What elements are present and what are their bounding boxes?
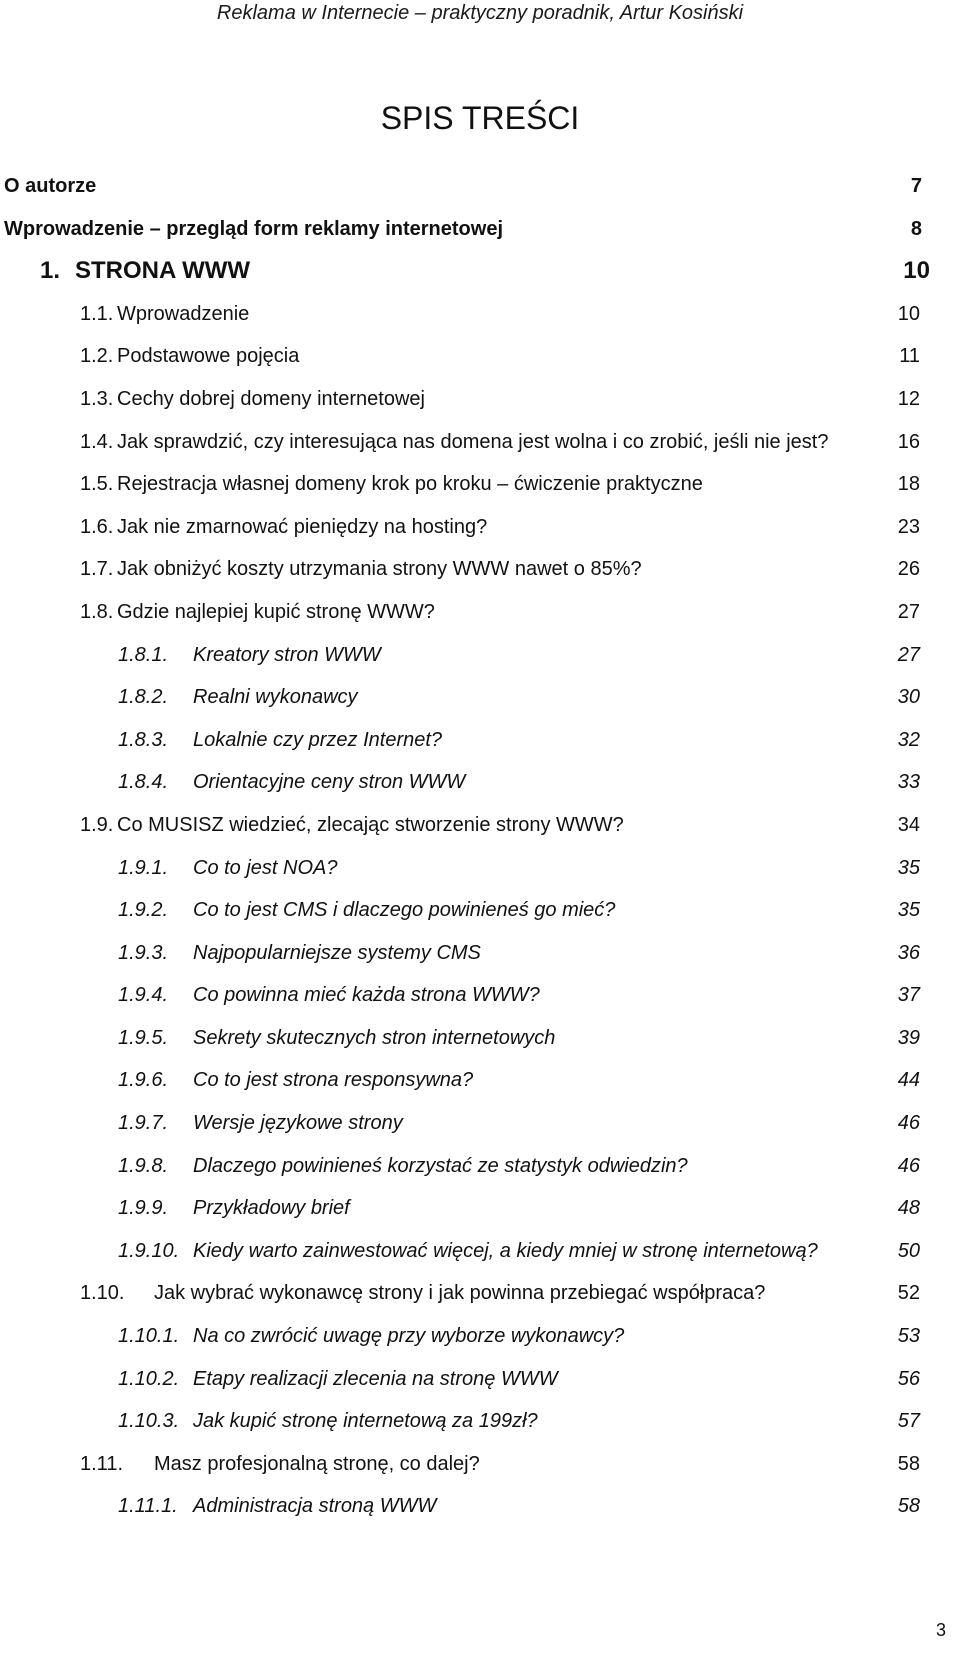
toc-entry[interactable] (0, 810, 960, 853)
toc-entry-number: 1.11. (80, 1452, 123, 1475)
toc-entry-number: 1.10.2. (118, 1367, 180, 1390)
toc-entry-number: 1.9.5. (118, 1026, 169, 1049)
toc-entry[interactable] (0, 512, 960, 555)
toc-entry-title: Kreatory stron WWW (193, 643, 381, 666)
toc-entry[interactable] (0, 895, 960, 938)
toc-entry-title: Lokalnie czy przez Internet? (193, 728, 443, 751)
toc-entry-number: 1.3. (80, 387, 114, 410)
toc-entry-page: 48 (897, 1197, 920, 1220)
toc-entry-title: Etapy realizacji zlecenia na stronę WWW (193, 1367, 558, 1390)
toc-entry-title: Wprowadzenie (117, 302, 250, 325)
toc-entry-page: 53 (897, 1325, 920, 1348)
toc-entry-page: 23 (897, 515, 920, 538)
toc-entry-page: 52 (897, 1282, 920, 1305)
toc-entry-page: 37 (897, 984, 920, 1007)
toc-entry-title: Co powinna mieć każda strona WWW? (193, 984, 540, 1007)
toc-entry[interactable] (0, 256, 960, 299)
toc-entry-number: 1.9.10. (118, 1239, 180, 1262)
toc-entry-page: 30 (897, 686, 920, 709)
toc-entry[interactable] (0, 1065, 960, 1108)
toc-entry-page: 50 (897, 1239, 920, 1262)
toc-entry-number: 1.11.1. (118, 1495, 178, 1518)
toc-entry-page: 10 (897, 302, 920, 325)
page-title: SPIS TREŚCI (380, 100, 580, 136)
toc-entry-title: Podstawowe pojęcia (117, 345, 300, 368)
toc-entry-title: Realni wykonawcy (193, 686, 358, 709)
toc-entry-number: 1.8. (80, 600, 114, 623)
toc-entry[interactable] (0, 640, 960, 683)
toc-entry-title: Co to jest NOA? (193, 856, 338, 879)
toc-entry[interactable] (0, 938, 960, 981)
toc-entry-title: Co MUSISZ wiedzieć, zlecając stworzenie strony WWW? (117, 813, 624, 836)
toc-entry[interactable] (0, 597, 960, 640)
toc-entry-page: 56 (897, 1367, 920, 1390)
toc-entry-page: 58 (897, 1495, 920, 1518)
toc-entry-title: Dlaczego powinieneś korzystać ze statystyk odwiedzin? (193, 1154, 688, 1177)
toc-entry-title: Jak wybrać wykonawcę strony i jak powinna przebiegać współpraca? (154, 1282, 766, 1305)
toc-entry-title: Jak kupić stronę internetową za 199zł? (193, 1410, 538, 1433)
toc-entry-title: Co to jest CMS i dlaczego powinieneś go mieć? (193, 899, 616, 922)
toc-entry-page: 10 (903, 257, 930, 285)
toc-entry-page: 7 (910, 175, 922, 197)
toc-entry-page: 11 (899, 345, 920, 368)
toc-entry-page: 46 (897, 1154, 920, 1177)
toc-entry-page: 39 (897, 1026, 920, 1049)
toc-entry[interactable] (0, 171, 960, 214)
toc-entry-page: 44 (897, 1069, 920, 1092)
toc-entry[interactable] (0, 1108, 960, 1151)
toc-entry-page: 16 (897, 430, 920, 453)
toc-entry-page: 35 (897, 856, 920, 879)
toc-entry-title: Co to jest strona responsywna? (193, 1069, 474, 1092)
toc-entry-number: 1. (40, 257, 61, 285)
toc-entry-number: 1.9.7. (118, 1112, 169, 1135)
toc-entry[interactable] (0, 1491, 960, 1534)
toc-entry-title: Najpopularniejsze systemy CMS (193, 941, 481, 964)
toc-entry-page: 33 (897, 771, 920, 794)
toc-entry-number: 1.8.1. (118, 643, 169, 666)
toc-entry-page: 18 (897, 473, 920, 496)
table-of-contents (0, 171, 960, 1534)
toc-entry[interactable] (0, 1321, 960, 1364)
toc-entry-number: 1.8.4. (118, 771, 169, 794)
toc-entry-page: 27 (897, 643, 920, 666)
toc-entry[interactable] (0, 299, 960, 342)
toc-entry-title: Przykładowy brief (193, 1197, 350, 1220)
toc-entry-page: 12 (897, 387, 920, 410)
toc-entry[interactable] (0, 341, 960, 384)
toc-entry-number: 1.10.3. (118, 1410, 180, 1433)
toc-entry[interactable] (0, 1151, 960, 1194)
toc-entry-number: 1.7. (80, 558, 114, 581)
toc-entry[interactable] (0, 1364, 960, 1407)
toc-entry-number: 1.4. (80, 430, 114, 453)
toc-entry-number: 1.10.1. (118, 1325, 180, 1348)
toc-entry-number: 1.5. (80, 473, 114, 496)
toc-entry-number: 1.6. (80, 515, 114, 538)
toc-entry-title: Orientacyjne ceny stron WWW (193, 771, 466, 794)
toc-entry-number: 1.9.3. (118, 941, 169, 964)
toc-entry-page: 32 (897, 728, 920, 751)
toc-entry-page: 57 (897, 1410, 920, 1433)
toc-entry[interactable] (0, 427, 960, 470)
toc-entry[interactable] (0, 1236, 960, 1279)
toc-entry-title: Rejestracja własnej domeny krok po kroku – ćwiczenie praktyczne (117, 473, 703, 496)
toc-entry-number: 1.8.3. (118, 728, 169, 751)
toc-entry-title: Wersje językowe strony (193, 1112, 403, 1135)
toc-entry-number: 1.9.4. (118, 984, 169, 1007)
toc-entry-title: Masz profesjonalną stronę, co dalej? (154, 1452, 480, 1475)
running-header: Reklama w Internecie – praktyczny poradnik, Artur Kosiński (216, 2, 744, 24)
toc-entry-title: Kiedy warto zainwestować więcej, a kiedy mniej w stronę internetową? (193, 1239, 818, 1262)
toc-entry[interactable] (0, 1406, 960, 1449)
toc-entry-title: O autorze (4, 175, 97, 197)
toc-entry-number: 1.9.6. (118, 1069, 169, 1092)
toc-entry[interactable] (0, 214, 960, 257)
toc-entry[interactable] (0, 469, 960, 512)
toc-entry[interactable] (0, 1193, 960, 1236)
toc-entry[interactable] (0, 767, 960, 810)
toc-entry-number: 1.9.9. (118, 1197, 169, 1220)
toc-entry[interactable] (0, 725, 960, 768)
toc-entry-number: 1.9. (80, 813, 114, 836)
toc-entry-title: Wprowadzenie – przegląd form reklamy internetowej (4, 217, 504, 240)
toc-entry-page: 8 (910, 217, 922, 240)
toc-entry-number: 1.1. (80, 302, 114, 325)
toc-entry-title: Cechy dobrej domeny internetowej (117, 387, 425, 410)
toc-entry-title: Jak sprawdzić, czy interesująca nas domena jest wolna i co zrobić, jeśli nie jest? (117, 430, 829, 453)
toc-entry[interactable] (0, 554, 960, 597)
toc-entry-page: 26 (897, 558, 920, 581)
toc-entry-page: 46 (897, 1112, 920, 1135)
toc-entry-number: 1.8.2. (118, 686, 169, 709)
toc-entry[interactable] (0, 682, 960, 725)
toc-entry-title: Jak nie zmarnować pieniędzy na hosting? (117, 515, 488, 538)
toc-entry[interactable] (0, 1449, 960, 1492)
toc-entry[interactable] (0, 384, 960, 427)
toc-entry[interactable] (0, 1023, 960, 1066)
toc-entry-page: 34 (897, 813, 920, 836)
toc-entry[interactable] (0, 853, 960, 896)
toc-entry[interactable] (0, 1278, 960, 1321)
toc-entry-number: 1.9.2. (118, 899, 169, 922)
toc-entry-title: Jak obniżyć koszty utrzymania strony WWW nawet o 85%? (117, 558, 642, 581)
toc-entry-title: STRONA WWW (75, 257, 251, 285)
toc-entry-title: Na co zwrócić uwagę przy wyborze wykonawcy? (193, 1325, 625, 1348)
toc-entry-number: 1.10. (80, 1282, 125, 1305)
toc-entry-title: Sekrety skutecznych stron internetowych (193, 1026, 556, 1049)
toc-entry-page: 58 (897, 1452, 920, 1475)
toc-entry-number: 1.9.8. (118, 1154, 169, 1177)
toc-entry-number: 1.9.1. (118, 856, 169, 879)
toc-entry-page: 27 (897, 600, 920, 623)
toc-entry-number: 1.2. (80, 345, 114, 368)
toc-entry[interactable] (0, 980, 960, 1023)
toc-entry-title: Gdzie najlepiej kupić stronę WWW? (117, 600, 435, 623)
toc-entry-title: Administracja stroną WWW (193, 1495, 437, 1518)
toc-entry-page: 35 (897, 899, 920, 922)
page-number: 3 (935, 1620, 946, 1640)
toc-entry-page: 36 (897, 941, 920, 964)
